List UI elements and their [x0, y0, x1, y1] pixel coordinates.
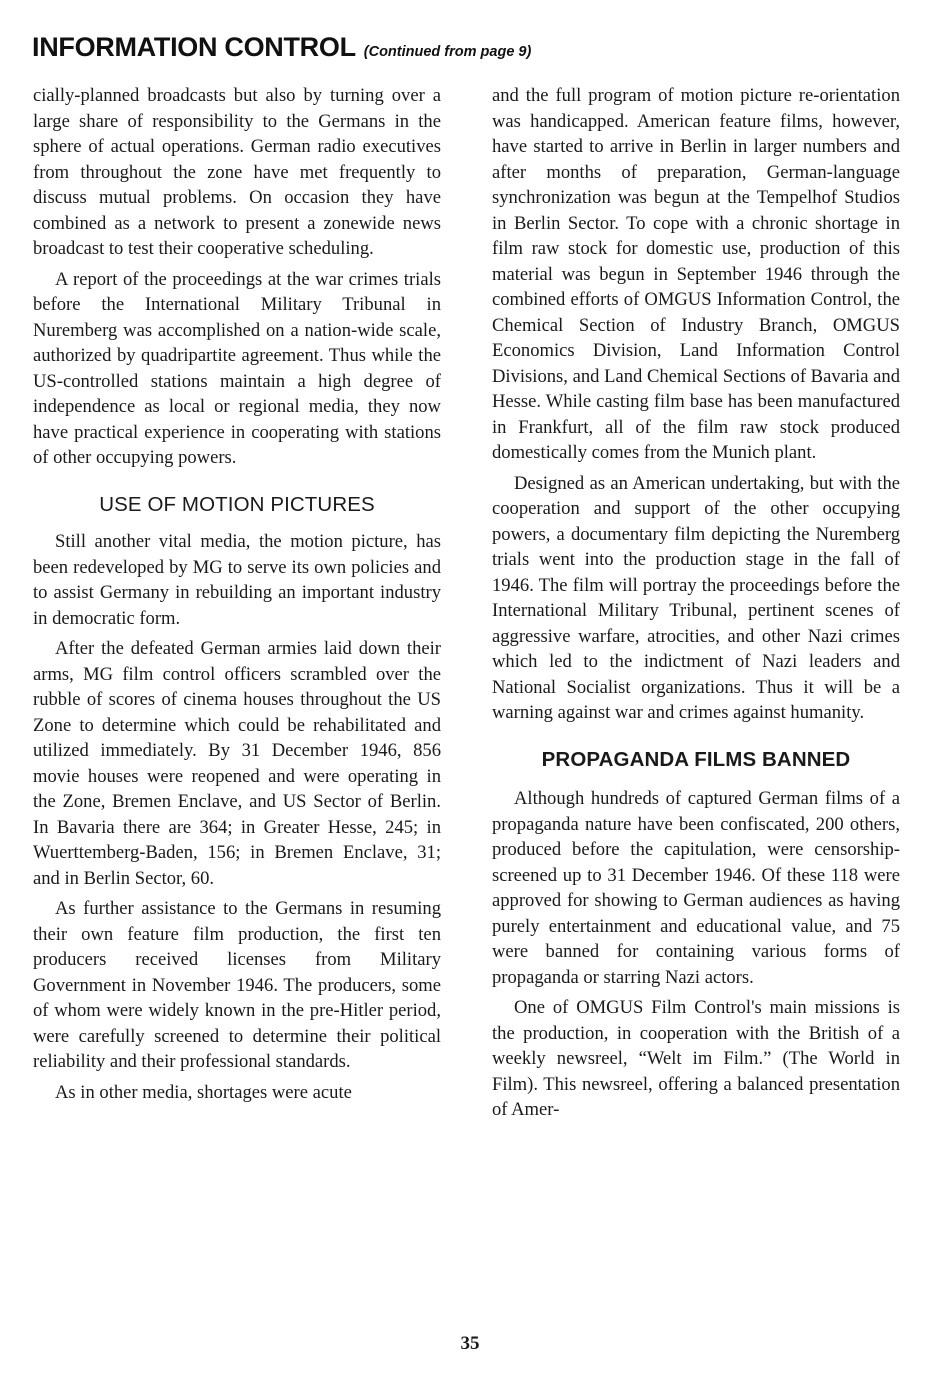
page-number: 35: [460, 1333, 480, 1354]
paragraph: After the defeated German armies laid down their arms, MG film control officers scrambled over the rubble of scores of cinema houses throughout the US Zone to determine which could be rehabilitated and utilized immediately. By 31 December 1946, 856 movie houses were reopened and were operating in the Zone, Bremen Enclave, and US Sector of Berlin. In Bavaria there are 364; in Greater Hesse, 245; in Wuerttemberg-Baden, 156; in Bremen Enclave, 31; and in Berlin Sector, 60.: [33, 638, 441, 889]
header-title: INFORMATION CONTROL: [32, 32, 356, 62]
right-column: [492, 83, 900, 1123]
left-column: [33, 83, 441, 1105]
section-heading: USE OF MOTION PICTURES: [99, 492, 375, 516]
paragraph: As further assistance to the Germans in resuming their own feature film production, the first ten producers received licenses from Military Government in November 1946. The producers, some of whom were widely known in the pre-Hitler period, were carefully screened to determine their political reliability and their professional standards.: [33, 898, 441, 1072]
page-header: [32, 32, 531, 68]
paragraph: cially-planned broadcasts but also by turning over a large share of responsibility to the Germans in the sphere of actual operations. German radio executives from throughout the zone have met frequently to discuss mutual problems. On occasion they have combined as a network to present a zonewide news broadcast to test their cooperative scheduling.: [33, 85, 441, 259]
paragraph: Still another vital media, the motion picture, has been redeveloped by MG to serve its own policies and to assist Germany in rebuilding an important industry in democratic form.: [33, 531, 441, 629]
paragraph: and the full program of motion picture re-orientation was handicapped. American feature films, however, have started to arrive in Berlin in larger numbers and after months of preparation, German-language synchronization was begun at the Tempelhof Studios in Berlin Sector. To cope with a chronic shortage in film raw stock for domestic use, production of this material was begun in September 1946 through the combined efforts of OMGUS Information Control, the Chemical Section of Industry Branch, OMGUS Economics Division, Land Information Control Divisions, and Land Chemical Sections of Bavaria and Hesse. While casting film base has been manufactured in Frankfurt, all of the film raw stock produced domestically comes from the Munich plant.: [492, 85, 900, 463]
paragraph: Although hundreds of captured German films of a propaganda nature have been confiscated, 200 others, produced before the capitulation, were censorship-screened up to 31 December 1946. Of these 118 were approved for showing to German audiences as having purely entertainment and educational value, and 75 were banned for containing various forms of propaganda or starring Nazi actors.: [492, 788, 900, 988]
paragraph: Designed as an American undertaking, but with the cooperation and support of the other occupying powers, a documentary film depicting the Nuremberg trials went into the production stage in the fall of 1946. The film will portray the proceedings before the International Military Tribunal, pertinent scenes of aggressive warfare, atrocities, and other Nazi crimes which led to the indictment of Nazi leaders and National Socialist organizations. Thus it will be a warning against war and crimes against humanity.: [492, 472, 900, 723]
paragraph: One of OMGUS Film Control's main missions is the production, in cooperation with the British of a weekly newsreel, “Welt im Film.” (The World in Film). This newsreel, offering a balanced presentation of Amer-: [492, 997, 900, 1120]
paragraph: A report of the proceedings at the war crimes trials before the International Military Tribunal in Nuremberg was accomplished on a nation-wide scale, authorized by quadripartite agreement. Thus while the US-controlled stations maintain a high degree of independence as local or regional media, they now have practical experience in cooperating with stations of other occupying powers.: [33, 268, 441, 468]
section-heading: PROPAGANDA FILMS BANNED: [541, 747, 851, 771]
header-continued-note: (Continued from page 9): [363, 44, 532, 60]
paragraph: As in other media, shortages were acute: [55, 1081, 352, 1103]
